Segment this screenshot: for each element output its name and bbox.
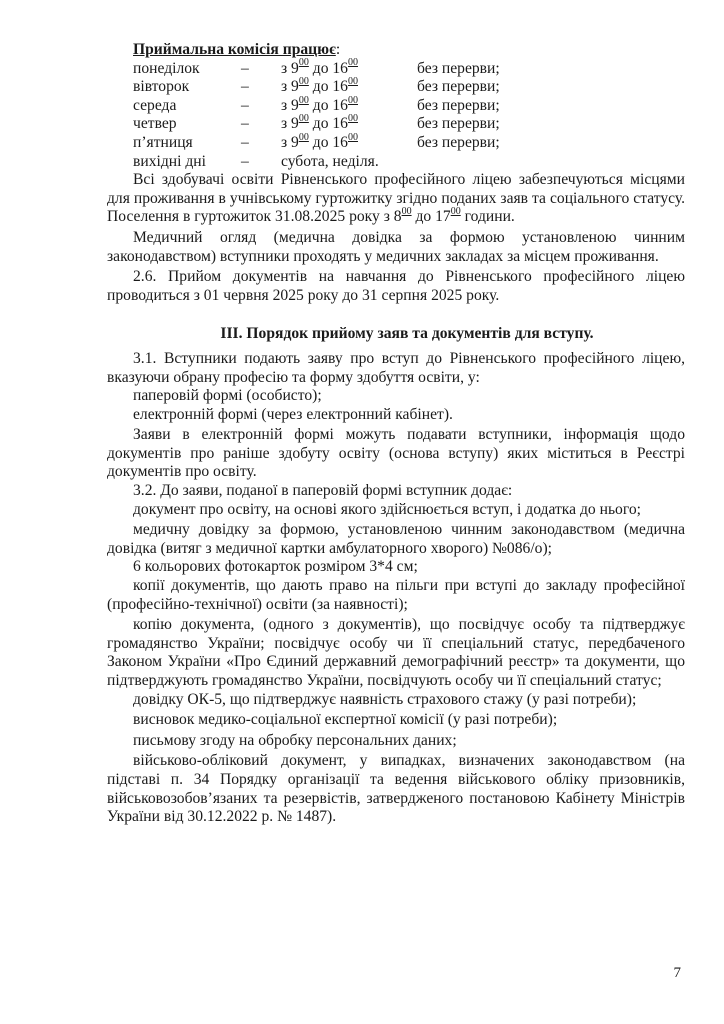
days-off-label: вихідні дні [133,152,206,170]
document-item: військово-обліковий документ, у випадках, визначених законодавством (на підставі п. 34 Порядку організації та ведення військового обліку призовників, військовозобов’язаних та резервістів, затвердженого постановою Кабінету Міністрів України від 30.12.2022 р. № 1487). [107,752,685,826]
schedule-from: з 9 [281,133,299,151]
schedule-note: без перерви; [417,115,500,133]
document-item: копії документів, що дають право на пільги при вступі до закладу професійної (професійно-технічної) освіти (за наявності); [107,577,685,613]
schedule-dash: – [241,96,249,114]
schedule-from: з 9 [281,78,299,96]
schedule-from-minutes: 00 [298,94,309,106]
document-item: 6 кольорових фотокарток розміром 3*4 см; [133,558,418,576]
schedule-to: до 16 [308,78,348,96]
schedule-row [107,78,685,97]
paragraph-2-6: 2.6. Прийом документів на навчання до Рівненського професійного ліцею проводиться з 01 червня 2025 року до 31 серпня 2025 року. [107,268,685,304]
schedule-note: без перерви; [417,59,500,77]
receipt-heading-text: Приймальна комісія працює [133,41,336,58]
schedule-to: до 16 [308,96,348,114]
schedule-to-minutes: 00 [347,131,358,143]
form-electronic-item: електронній формі (через електронний кабінет). [133,405,453,423]
document-item: медичну довідку за формою, установленою чинним законодавством (медична довідка (витяг з медичної картки амбулаторного хворого) №086/о); [107,521,685,557]
document-item: копію документа, (одного з документів), що посвідчує особу та підтверджує громадянство України; посвідчує особу чи її спеціальний статус, передбаченого Законом України «Про Єдиний державний демографічний реєстр» та документи, що підтверджують громадянство України, посвідчують особу чи її спеціальний статус; [107,616,685,689]
paragraph-3-2: 3.2. До заяви, поданої в паперовій формі вступник додає: [133,482,513,500]
days-off-dash: – [241,152,249,170]
schedule-to-minutes: 00 [347,57,358,69]
schedule-to-minutes: 00 [347,94,358,106]
documents-list [107,501,685,827]
schedule-time [281,131,417,153]
dormitory-paragraph [107,171,685,227]
schedule-note: без перерви; [417,133,500,151]
form-paper-item: паперовій формі (особисто); [133,387,322,405]
paragraph-3-1: 3.1. Вступники подають заяву про вступ до Рівненського професійного ліцею, вказуючи обрану професію та форму здобуття освіти, у: [107,349,685,386]
schedule-dash: – [241,78,249,96]
schedule-day: понеділок [133,59,200,77]
schedule-note: без перерви; [417,78,500,96]
schedule-from-minutes: 00 [298,131,309,143]
schedule-dash: – [241,115,249,133]
schedule-row [107,115,685,134]
document-item: довідку ОК-5, що підтверджує наявність страхового стажу (у разі потреби); [133,690,637,708]
section-3-title: III. Порядок прийому заяв та документів для вступу. [220,325,594,343]
schedule-day: четвер [133,115,177,133]
schedule-to: до 16 [308,115,348,133]
dorm-text: Всі здобувачі освіти Рівненського професійного ліцею забезпечуються місцями для проживання в учнівському гуртожитку згідно поданих заяв та соціального статусу. Поселення в гуртожиток 31.08.2025 року з 8 [107,171,685,226]
schedule-day: п’ятниця [133,133,193,151]
schedule-row [107,131,685,153]
document-item: документ про освіту, на основі якого здійснюється вступ, і додатка до нього; [133,500,641,518]
receipt-committee-heading [107,41,685,60]
schedule-day: вівторок [133,78,190,96]
schedule-to: до 16 [308,59,348,77]
schedule-dash: – [241,59,249,77]
schedule-from: з 9 [281,59,299,77]
document-item: письмову згоду на обробку персональних даних; [133,731,457,749]
schedule-row [107,57,685,79]
dorm-time-to-minutes: 00 [450,206,461,218]
schedule-to-minutes: 00 [347,113,358,125]
days-off-row [107,153,685,172]
schedule-time [281,78,417,97]
receipt-heading-colon: : [335,41,341,58]
schedule-from-minutes: 00 [298,57,309,69]
page-number: 7 [673,965,681,981]
schedule-from: з 9 [281,115,299,133]
schedule-to: до 16 [308,133,348,151]
schedule-to-minutes: 00 [347,76,358,87]
dorm-text-mid: до 17 [411,208,451,226]
schedule-day: середа [133,96,177,114]
electronic-note-paragraph: Заяви в електронній формі можуть подавати вступники, інформація щодо документів про раніше здобуту освіту (основа вступу) яких міститься в Реєстрі документів про освіту. [107,426,685,481]
days-off-value: субота, неділя. [281,152,379,170]
dorm-text-end: години. [460,208,515,226]
schedule-list [107,57,685,172]
schedule-dash: – [241,133,249,151]
page-content [107,41,685,827]
schedule-from-minutes: 00 [298,76,309,87]
dorm-time-from-minutes: 00 [401,206,412,218]
medical-paragraph: Медичний огляд (медична довідка за формою установленою чинним законодавством) вступники проходять у медичних закладах за місцем проживання. [107,228,685,265]
schedule-note: без перерви; [417,96,500,114]
schedule-from: з 9 [281,96,299,114]
schedule-row [107,94,685,116]
schedule-from-minutes: 00 [298,113,309,125]
document-item: висновок медико-соціальної експертної комісії (у разі потреби); [133,711,558,729]
